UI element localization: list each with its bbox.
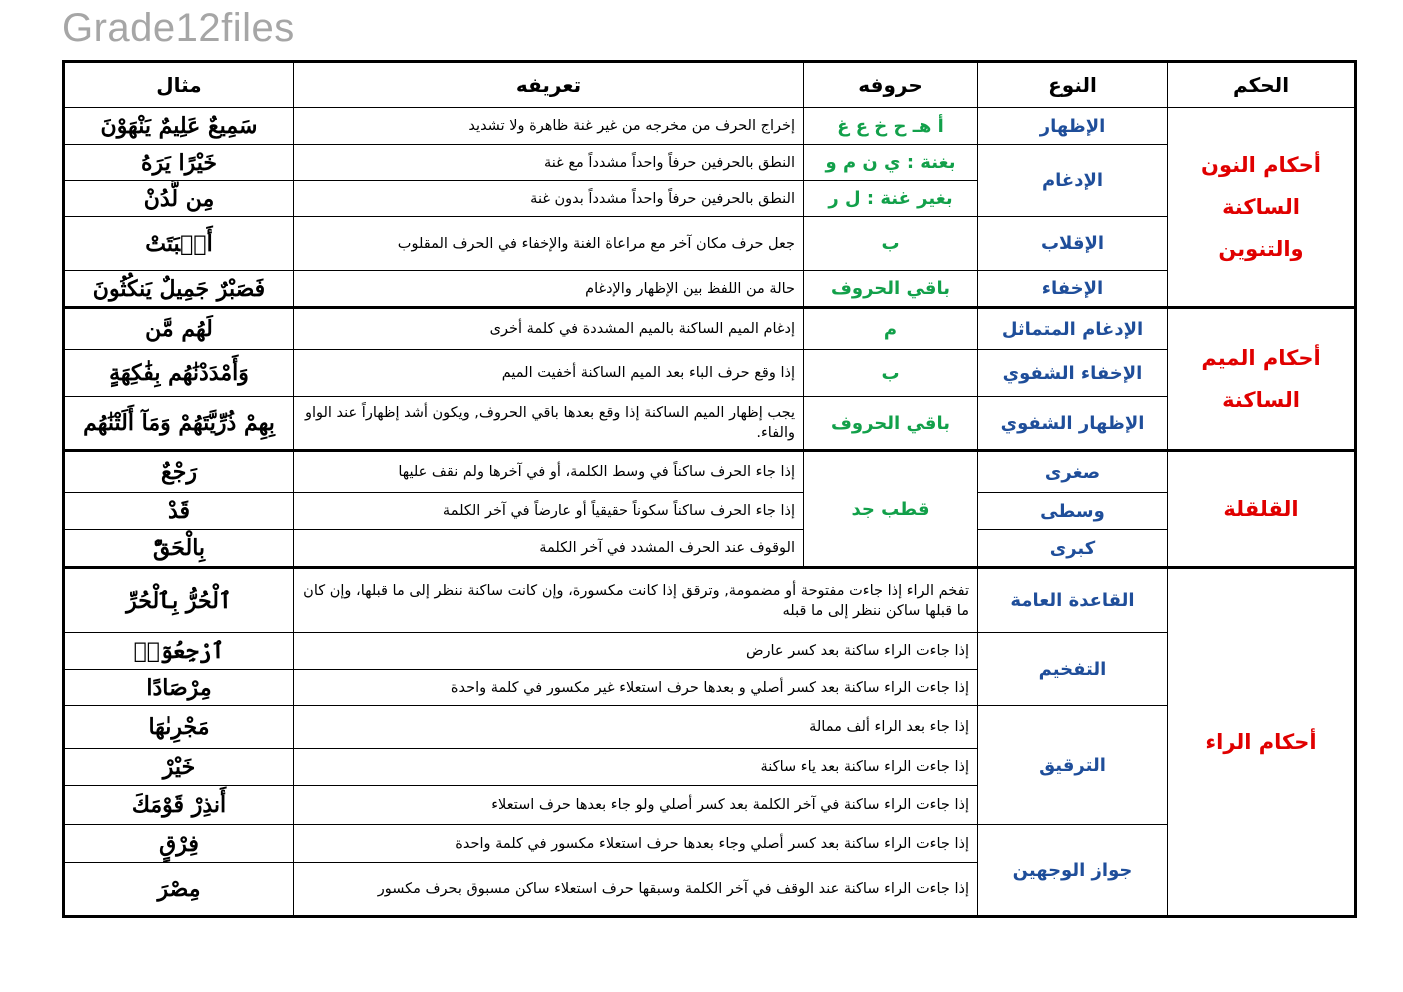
example-cell: فَصَبْرٌ جَمِيلٌ يَنكُثُونَ bbox=[64, 271, 294, 308]
definition-cell: إذا وقع حرف الباء بعد الميم الساكنة أخفيت الميم bbox=[294, 350, 804, 397]
type-cell: صغرى bbox=[978, 451, 1168, 493]
definition-cell: النطق بالحرفين حرفاً واحداً مشدداً مع غنة bbox=[294, 145, 804, 181]
example-cell: خَيْرْ bbox=[64, 749, 294, 786]
example-cell: مِصْرَ bbox=[64, 863, 294, 917]
example-cell: ٱرْجِعُوٓا۟ bbox=[64, 633, 294, 670]
type-cell: كبرى bbox=[978, 530, 1168, 568]
example-cell: بِالْحَقّْ bbox=[64, 530, 294, 568]
header-letters: حروفه bbox=[804, 62, 978, 108]
table-row bbox=[64, 350, 1356, 397]
table-row bbox=[64, 530, 1356, 568]
definition-cell: إذا جاءت الراء ساكنة بعد كسر عارض bbox=[294, 633, 978, 670]
header-definition: تعريفه bbox=[294, 62, 804, 108]
letters-cell: قطب جد bbox=[804, 451, 978, 568]
header-row bbox=[64, 62, 1356, 108]
letters-cell: باقي الحروف bbox=[804, 271, 978, 308]
header-example: مثال bbox=[64, 62, 294, 108]
table-row bbox=[64, 706, 1356, 749]
definition-cell: إذا جاءت الراء ساكنة بعد ياء ساكنة bbox=[294, 749, 978, 786]
definition-cell: إذا جاءت الراء ساكنة بعد كسر أصلي و بعدها حرف استعلاء غير مكسور في كلمة واحدة bbox=[294, 670, 978, 706]
example-cell: مَجْرِىٰهَا bbox=[64, 706, 294, 749]
example-cell: لَهُم مَّن bbox=[64, 308, 294, 350]
header-type: النوع bbox=[978, 62, 1168, 108]
definition-cell: جعل حرف مكان آخر مع مراعاة الغنة والإخفاء في الحرف المقلوب bbox=[294, 217, 804, 271]
letters-cell: باقي الحروف bbox=[804, 397, 978, 451]
example-cell: خَيْرًا يَرَهُ bbox=[64, 145, 294, 181]
definition-cell: إذا جاء الحرف ساكناً في وسط الكلمة، أو في آخرها ولم نقف عليها bbox=[294, 451, 804, 493]
header-hukm: الحكم bbox=[1168, 62, 1356, 108]
type-cell: جواز الوجهين bbox=[978, 825, 1168, 917]
definition-cell: إذا جاءت الراء ساكنة بعد كسر أصلي وجاء بعدها حرف استعلاء مكسور في كلمة واحدة bbox=[294, 825, 978, 863]
example-cell: وَأَمْدَدْنَٰهُم بِفَٰكِهَةٍ bbox=[64, 350, 294, 397]
table-row bbox=[64, 271, 1356, 308]
letters-cell: أ هـ ح خ ع غ bbox=[804, 108, 978, 145]
definition-cell: إذا جاءت الراء ساكنة في آخر الكلمة بعد كسر أصلي ولو جاء بعدها حرف استعلاء bbox=[294, 786, 978, 825]
example-cell: بِهِمْ ذُرِّيَّتَهُمْ وَمَآ أَلَتْنَٰهُم bbox=[64, 397, 294, 451]
group-qalqala: القلقلة bbox=[1168, 451, 1356, 568]
definition-cell: حالة من اللفظ بين الإظهار والإدغام bbox=[294, 271, 804, 308]
type-cell: الإدغام bbox=[978, 145, 1168, 217]
tajweed-rules-table bbox=[62, 60, 1357, 918]
table-row bbox=[64, 308, 1356, 350]
type-cell: الإظهار الشفوي bbox=[978, 397, 1168, 451]
definition-cell: إخراج الحرف من مخرجه من غير غنة ظاهرة ولا تشديد bbox=[294, 108, 804, 145]
letters-cell: ب bbox=[804, 217, 978, 271]
example-cell: قَدْ bbox=[64, 493, 294, 530]
definition-cell: تفخم الراء إذا جاءت مفتوحة أو مضمومة, وترقق إذا كانت مكسورة، وإن كانت ساكنة ننظر إلى ما قبلها، وإن كان ما قبلها ساكن ننظر إلى ما قبله bbox=[294, 568, 978, 633]
table-row bbox=[64, 568, 1356, 633]
definition-cell: يجب إظهار الميم الساكنة إذا وقع بعدها باقي الحروف, ويكون أشد إظهاراً عند الواو والفاء. bbox=[294, 397, 804, 451]
type-cell: الإخفاء bbox=[978, 271, 1168, 308]
table-row bbox=[64, 217, 1356, 271]
letters-cell: ب bbox=[804, 350, 978, 397]
example-cell: أَنذِرْ قَوْمَكَ bbox=[64, 786, 294, 825]
table-row bbox=[64, 108, 1356, 145]
group-raa: أحكام الراء bbox=[1168, 568, 1356, 917]
type-cell: القاعدة العامة bbox=[978, 568, 1168, 633]
definition-cell: إدغام الميم الساكنة بالميم المشددة في كلمة أخرى bbox=[294, 308, 804, 350]
type-cell: وسطى bbox=[978, 493, 1168, 530]
type-cell: الترقيق bbox=[978, 706, 1168, 825]
type-cell: التفخيم bbox=[978, 633, 1168, 706]
definition-cell: إذا جاءت الراء ساكنة عند الوقف في آخر الكلمة وسبقها حرف استعلاء ساكن مسبوق بحرف مكسور bbox=[294, 863, 978, 917]
example-cell: سَمِيعٌ عَلِيمٌ يَنْهَوْنَ bbox=[64, 108, 294, 145]
definition-cell: الوقوف عند الحرف المشدد في آخر الكلمة bbox=[294, 530, 804, 568]
group-noon: أحكام النون الساكنة والتنوين bbox=[1168, 108, 1356, 308]
example-cell: ٱلْحُرُّ بِٱلْحُرِّ bbox=[64, 568, 294, 633]
example-cell: مِن لَّدُنْ bbox=[64, 181, 294, 217]
type-cell: الإدغام المتماثل bbox=[978, 308, 1168, 350]
table-row bbox=[64, 451, 1356, 493]
table-row bbox=[64, 145, 1356, 181]
definition-cell: إذا جاء الحرف ساكناً سكوناً حقيقياً أو عارضاً في آخر الكلمة bbox=[294, 493, 804, 530]
group-meem: أحكام الميم الساكنة bbox=[1168, 308, 1356, 451]
example-cell: رَجْعٌ bbox=[64, 451, 294, 493]
table-row bbox=[64, 633, 1356, 670]
example-cell: أَنۢبَتَتْ bbox=[64, 217, 294, 271]
example-cell: فِرْقٍ bbox=[64, 825, 294, 863]
letters-cell: بغنة : ي ن م و bbox=[804, 145, 978, 181]
letters-cell: بغير غنة : ل ر bbox=[804, 181, 978, 217]
table-row bbox=[64, 397, 1356, 451]
definition-cell: النطق بالحرفين حرفاً واحداً مشدداً بدون غنة bbox=[294, 181, 804, 217]
type-cell: الإقلاب bbox=[978, 217, 1168, 271]
example-cell: مِرْصَادًا bbox=[64, 670, 294, 706]
table-row bbox=[64, 493, 1356, 530]
table-row bbox=[64, 825, 1356, 863]
type-cell: الإخفاء الشفوي bbox=[978, 350, 1168, 397]
watermark: Grade12files bbox=[62, 6, 295, 50]
type-cell: الإظهار bbox=[978, 108, 1168, 145]
definition-cell: إذا جاء بعد الراء ألف ممالة bbox=[294, 706, 978, 749]
letters-cell: م bbox=[804, 308, 978, 350]
